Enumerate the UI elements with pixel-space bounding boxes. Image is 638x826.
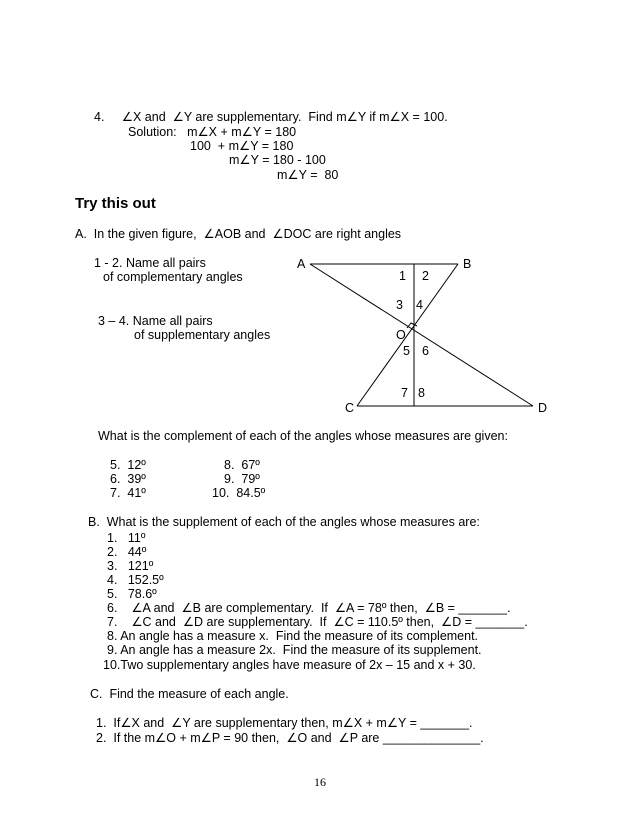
- part-c-item-1: 1. If∠X and ∠Y are supplementary then, m∠X + m∠Y = _______.: [96, 716, 473, 730]
- page-number: 16: [314, 775, 326, 789]
- label-A: A: [297, 257, 306, 271]
- angle-label-8: 8: [418, 386, 425, 400]
- segment-B-to-C: [357, 264, 458, 406]
- solution-line-3: m∠Y = 180 - 100: [229, 153, 326, 167]
- part-a-intro: A. In the given figure, ∠AOB and ∠DOC are right angles: [75, 227, 402, 241]
- part-c-item-2: 2. If the m∠O + m∠P = 90 then, ∠O and ∠P are ______________.: [96, 731, 484, 745]
- section-title: Try this out: [75, 195, 156, 212]
- angle-label-3: 3: [396, 298, 403, 312]
- label-B: B: [463, 257, 472, 271]
- angle-label-2: 2: [422, 269, 429, 283]
- question-3-4-line1: 3 – 4. Name all pairs: [98, 314, 213, 328]
- angle-label-5: 5: [403, 344, 410, 358]
- example-problem-4: 4. ∠X and ∠Y are supplementary. Find m∠Y if m∠X = 100.: [94, 110, 448, 124]
- item-5: 5. 12º: [110, 458, 146, 472]
- part-b-item-8: 8. An angle has a measure x. Find the measure of its complement.: [107, 629, 479, 643]
- label-D: D: [538, 401, 548, 415]
- angle-label-7: 7: [401, 386, 408, 400]
- item-8: 8. 67º: [224, 458, 260, 472]
- angle-label-1: 1: [399, 269, 406, 283]
- item-10: 10. 84.5º: [212, 486, 266, 500]
- part-c-prompt: C. Find the measure of each angle.: [90, 687, 289, 701]
- question-1-2-line2: of complementary angles: [103, 270, 243, 284]
- part-b-item-4: 4. 152.5º: [107, 573, 164, 587]
- solution-line-1: Solution: m∠X + m∠Y = 180: [128, 125, 297, 139]
- part-b-item-5: 5. 78.6º: [107, 587, 157, 601]
- question-1-2-line1: 1 - 2. Name all pairs: [94, 256, 206, 270]
- part-b-item-9: 9. An angle has a measure 2x. Find the measure of its supplement.: [107, 643, 482, 657]
- part-b-item-3: 3. 121º: [107, 559, 154, 573]
- question-3-4-line2: of supplementary angles: [134, 328, 271, 342]
- part-b-item-1: 1. 11º: [107, 531, 146, 545]
- angle-label-4: 4: [416, 298, 423, 312]
- angle-label-6: 6: [422, 344, 429, 358]
- item-7: 7. 41º: [110, 486, 146, 500]
- part-b-item-2: 2. 44º: [107, 545, 147, 559]
- label-O: O: [396, 328, 406, 342]
- item-6: 6. 39º: [110, 472, 146, 486]
- solution-line-4: m∠Y = 80: [277, 168, 339, 182]
- item-9: 9. 79º: [224, 472, 260, 486]
- part-b-prompt: B. What is the supplement of each of the angles whose measures are:: [88, 515, 480, 529]
- segment-A-to-D: [310, 264, 533, 406]
- part-b-item-7: 7. ∠C and ∠D are supplementary. If ∠C = 110.5º then, ∠D = _______.: [107, 615, 528, 629]
- part-b-item-10: 10.Two supplementary angles have measure of 2x – 15 and x + 30.: [103, 658, 476, 672]
- label-C: C: [345, 401, 355, 415]
- solution-line-2: 100 + m∠Y = 180: [190, 139, 294, 153]
- complement-prompt: What is the complement of each of the angles whose measures are given:: [98, 429, 508, 443]
- part-b-item-6: 6. ∠A and ∠B are complementary. If ∠A = 78º then, ∠B = _______.: [107, 601, 511, 615]
